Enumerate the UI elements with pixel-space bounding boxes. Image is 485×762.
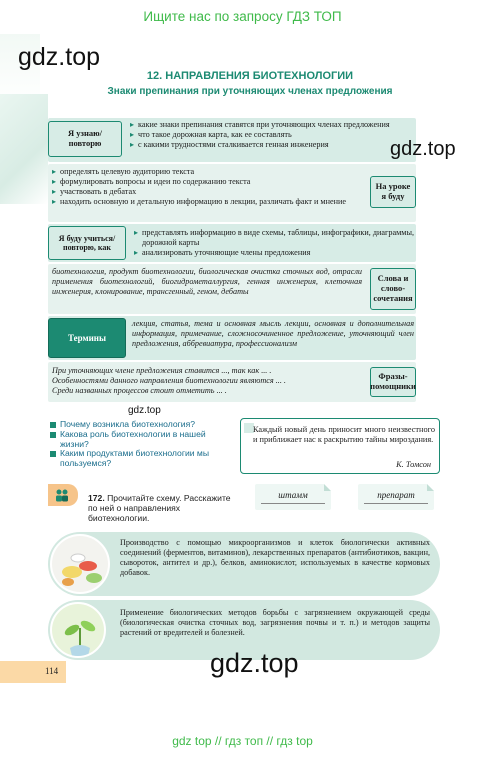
terms-row	[48, 316, 416, 360]
scheme-item	[48, 532, 440, 596]
lesson-list	[52, 167, 362, 207]
watermark: gdz.top	[210, 648, 299, 678]
question-item: Каким продуктами биотехнологии мы пользуемся?	[50, 449, 220, 469]
page-number-tab	[0, 661, 66, 683]
list-item: ▸ формулировать вопросы и идеи по содержанию текста	[52, 177, 362, 187]
skills-row	[48, 224, 416, 262]
footer-links: gdz top // гдз топ // гдз top	[172, 734, 313, 748]
people-icon	[54, 487, 70, 503]
learn-tag: Я узнаю/ повторю	[48, 121, 122, 157]
phrases-tag: Фразы-помощники	[370, 367, 416, 397]
terms-tag: Термины	[48, 318, 126, 358]
side-decoration	[0, 94, 48, 204]
words-tag: Слова и слово-сочетания	[370, 268, 416, 310]
terms-text: лекция, статья, тема и основная мысль лекции, основная и дополнительная информация, примечание, сложносочиненное предложение, уточняющий член предложения, аббревиатура, профессионализм	[132, 319, 414, 348]
plant-image	[50, 602, 106, 658]
list-item: ▸ представлять информацию в виде схемы, таблицы, инфографики, диаграммы, дорожной карты	[134, 228, 414, 248]
scheme-word-box	[255, 484, 331, 510]
lesson-tag: На уроке я буду	[370, 176, 416, 208]
epigraph-text: Каждый новый день приносит много неизвестного и приближает нас к раскрытию тайны мироздания.	[253, 425, 435, 444]
scheme-item-text: Применение биологических методов борьбы с загрязнением окружающей среды (биологическая очистка сточных вод, загрязнения почвы и т. п.) и методов защиты растений от вредителей и болезней.	[120, 608, 430, 637]
watermark: gdz.top	[128, 405, 161, 416]
list-item: ▸ что такое дорожная карта, как ее составлять	[130, 130, 412, 140]
list-item: ▸ участвовать в дебатах	[52, 187, 362, 197]
top-banner: Ищите нас по запросу ГДЗ ТОП	[143, 9, 342, 24]
list-item: ▸ определять целевую аудиторию текста	[52, 167, 362, 177]
phrase-line: Особенностями данного направления биотехнологии являются ... .	[52, 376, 286, 385]
learn-list	[130, 120, 412, 150]
watermark: gdz.top	[18, 43, 101, 71]
scheme-word-box	[358, 484, 434, 510]
question-item: Почему возникла биотехнология?	[50, 420, 220, 430]
watermark: gdz.top	[390, 138, 456, 160]
skills-list	[134, 228, 414, 258]
question-item: Какова роль биотехнологии в нашей жизни?	[50, 430, 220, 450]
skills-tag: Я буду учиться/повторю, как	[48, 226, 126, 260]
pills-icon	[52, 536, 110, 594]
task-instruction: Прочитайте схему. Расскажите по ней о направлениях биотехнологии.	[88, 493, 231, 523]
list-item: ▸ с какими трудностями сталкивается генная инженерия	[130, 140, 412, 150]
page-subtitle: Знаки препинания при уточняющих членах предложения	[107, 86, 393, 97]
scheme-word: штамм	[278, 490, 308, 500]
task-text	[88, 493, 238, 523]
questions-list	[50, 420, 220, 469]
scheme-item-text: Производство с помощью микроорганизмов и клеток биологически активных соединений (ферментов, витаминов), лекарственных препаратов (антибиотиков, вакцин, сывороток, антител и др.), белков, аминокислот, используемых в качестве кормовых добавок.	[120, 538, 430, 577]
words-row	[48, 264, 416, 314]
page-title: 12. НАПРАВЛЕНИЯ БИОТЕХНОЛОГИИ	[146, 70, 354, 82]
page-number: 114	[45, 666, 59, 676]
words-text: биотехнология, продукт биотехнологии, биологическая очистка сточных вод, отрасли применения биотехнологий, биогидрометаллургия, генная инженерия, клеточная инженерия, клонирование, трансгенный, геном, дебаты	[52, 267, 362, 296]
pills-image	[50, 534, 110, 594]
task-icon	[48, 484, 78, 506]
task-number: 172.	[88, 493, 105, 503]
list-item: ▸ находить основную и детальную информацию в лекции, различать факт и мнение	[52, 197, 362, 207]
epigraph-author: К. Томсон	[396, 460, 431, 469]
phrases-text	[52, 366, 362, 396]
scheme-word: препарат	[377, 490, 415, 500]
lesson-row	[48, 164, 416, 222]
plant-icon	[52, 604, 106, 658]
list-item: ▸ какие знаки препинания ставятся при уточняющих членах предложения	[130, 120, 412, 130]
phrase-line: При уточняющих члене предложения ставится ..., так как ... .	[52, 366, 272, 375]
learn-row	[48, 118, 416, 162]
epigraph-box	[240, 418, 440, 474]
list-item: ▸ анализировать уточняющие члены предложения	[134, 248, 414, 258]
phrases-row	[48, 362, 416, 402]
phrase-line: Среди названных процессов стоит отметить ... .	[52, 386, 227, 395]
